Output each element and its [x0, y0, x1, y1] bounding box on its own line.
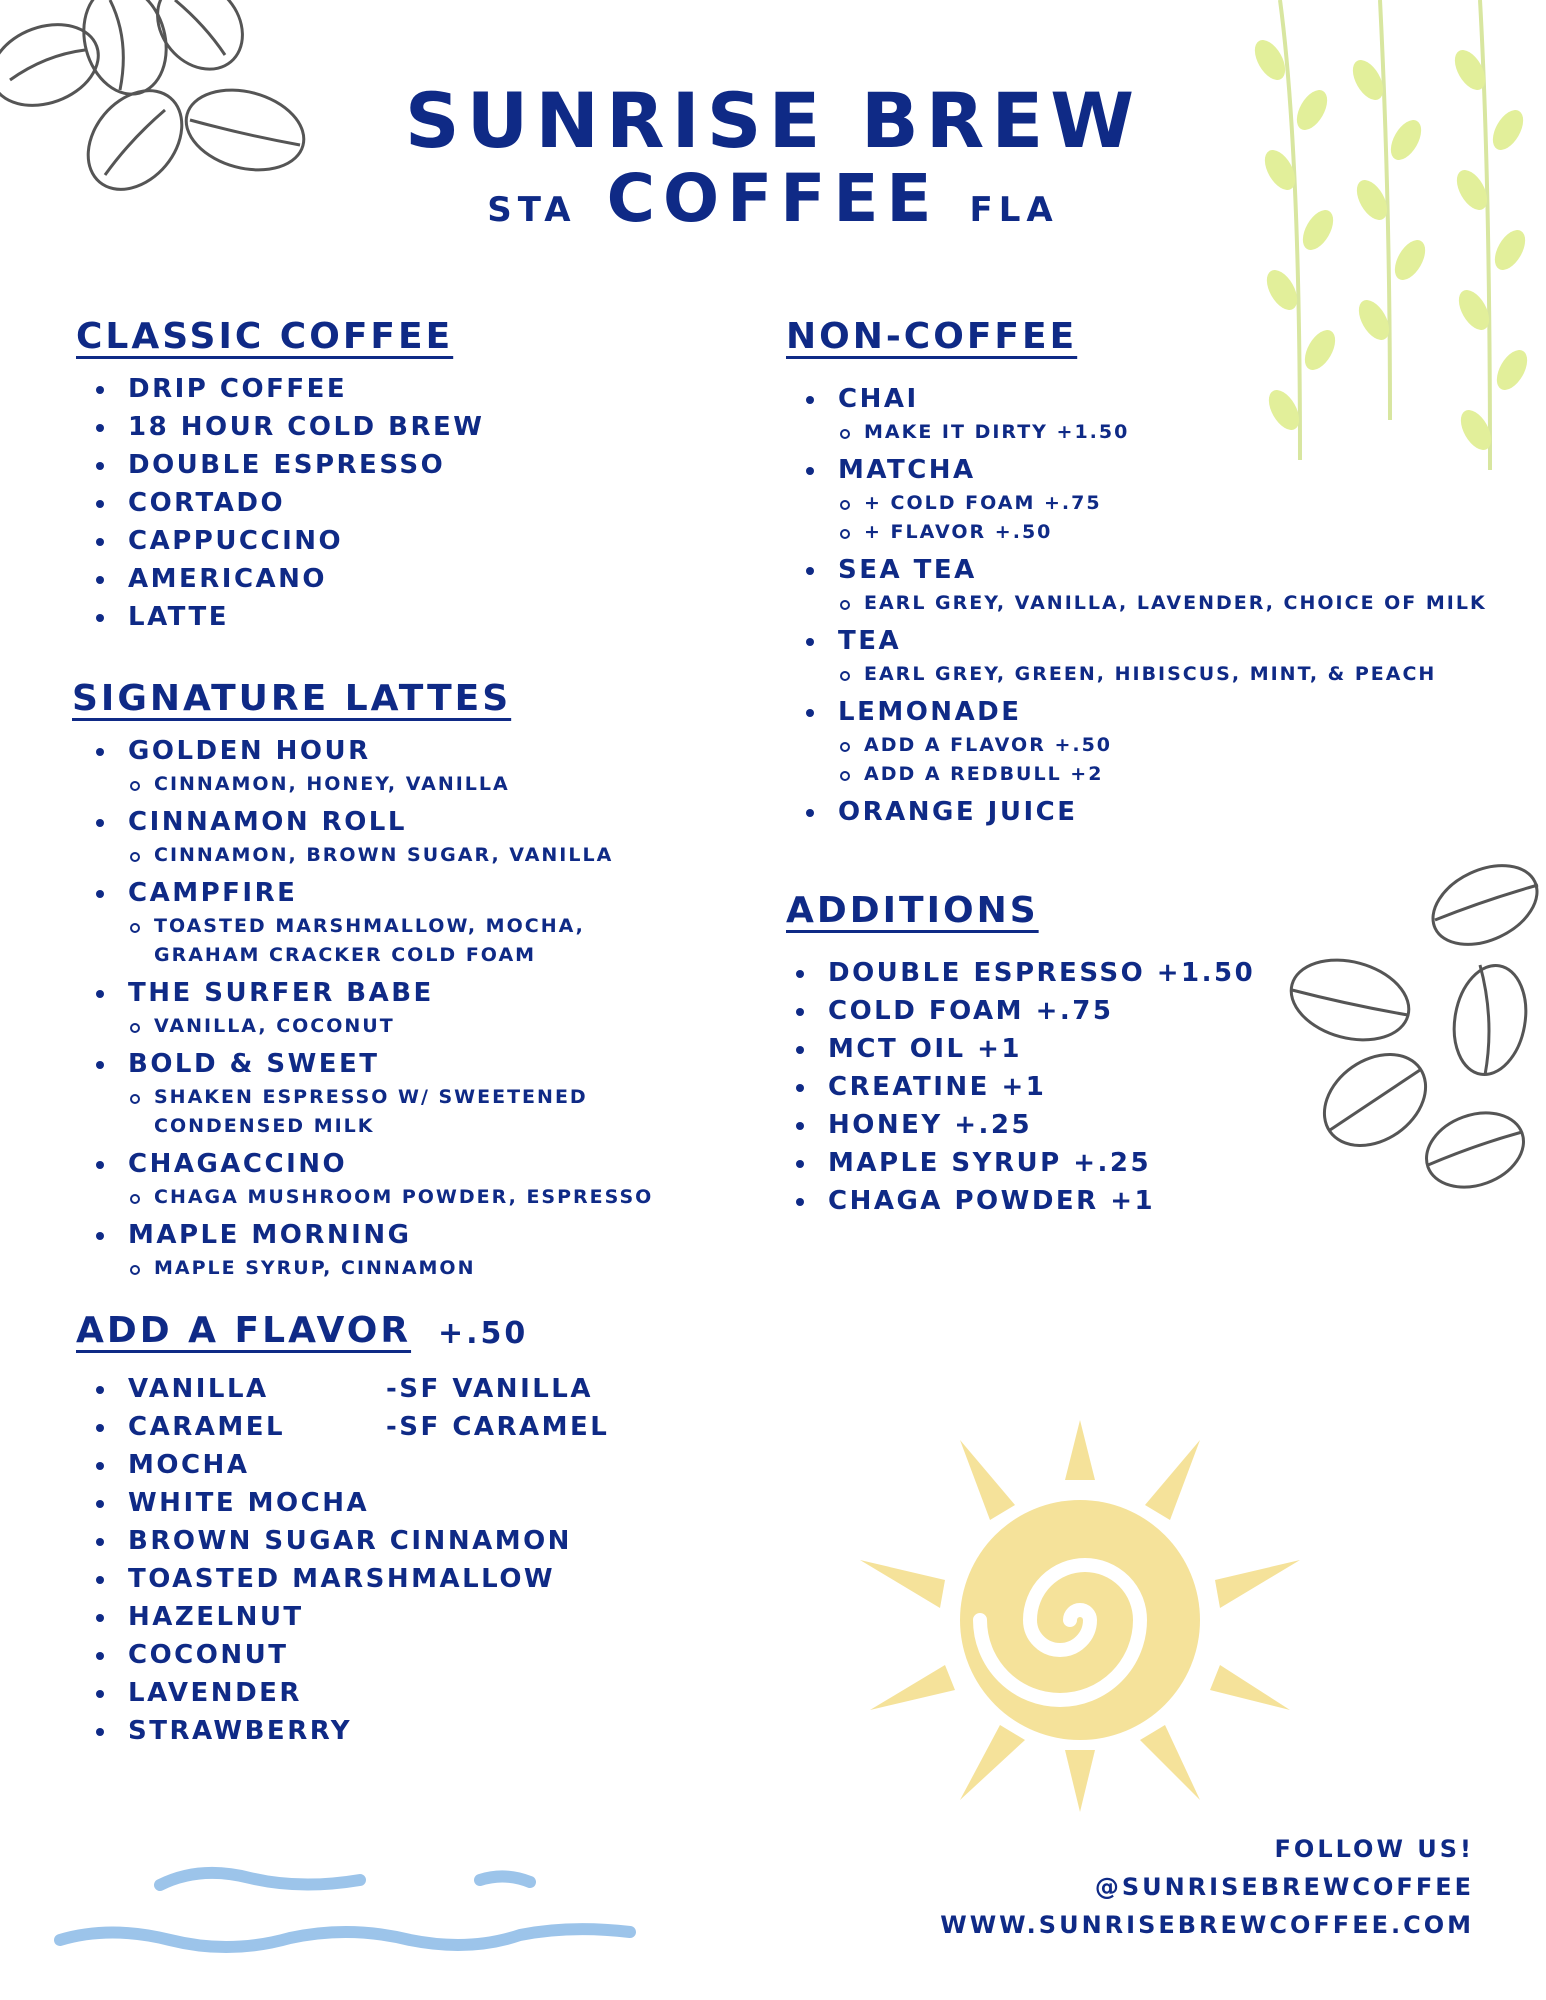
waves-illustration — [50, 1840, 650, 1970]
list-item: 18 HOUR COLD BREW — [76, 408, 484, 446]
item-name: BOLD & SWEET — [128, 1049, 380, 1079]
list-item: COLD FOAM +.75 — [776, 992, 1255, 1030]
list-item: MAPLE SYRUP +.25 — [776, 1144, 1255, 1182]
item-name: LEMONADE — [838, 697, 1022, 727]
coffee-beans-right-illustration — [1280, 850, 1546, 1210]
sub-item: EARL GREY, VANILLA, LAVENDER, CHOICE OF MILK — [838, 589, 1506, 618]
list-item: CHAGA POWDER +1 — [776, 1182, 1255, 1220]
sub-item: + COLD FOAM +.75 — [838, 489, 1506, 518]
sub-item: CINNAMON, BROWN SUGAR, VANILLA — [128, 841, 736, 870]
list-item — [786, 793, 1506, 831]
additions-heading: ADDITIONS — [786, 890, 1039, 931]
sub-item: SHAKEN ESPRESSO W/ SWEETENED CONDENSED MILK — [128, 1083, 728, 1141]
list-item — [76, 732, 736, 799]
list-item: DOUBLE ESPRESSO +1.50 — [776, 954, 1255, 992]
item-name: THE SURFER BABE — [128, 978, 434, 1008]
list-item: -SF CARAMEL — [386, 1412, 610, 1442]
list-item: CREATINE +1 — [776, 1068, 1255, 1106]
item-name: MAPLE MORNING — [128, 1220, 412, 1250]
item-name: ORANGE JUICE — [838, 797, 1078, 827]
list-item: LAVENDER — [76, 1674, 386, 1712]
sun-illustration — [840, 1380, 1320, 1820]
list-item: CORTADO — [76, 484, 484, 522]
signature-lattes-list — [76, 732, 736, 1287]
sub-item: ADD A FLAVOR +.50 — [838, 731, 1506, 760]
item-name: TEA — [838, 626, 902, 656]
list-item — [76, 974, 736, 1041]
follow-us-text: FOLLOW US! — [1274, 1835, 1474, 1863]
item-name: GOLDEN HOUR — [128, 736, 371, 766]
item-name: CINNAMON ROLL — [128, 807, 407, 837]
coffee-word: COFFEE — [606, 160, 940, 237]
list-item — [76, 1216, 736, 1283]
sub-item: CINNAMON, HONEY, VANILLA — [128, 770, 736, 799]
classic-coffee-list — [76, 370, 484, 636]
website-link[interactable]: WWW.SUNRISEBREWCOFFEE.COM — [940, 1911, 1474, 1939]
sub-item: CHAGA MUSHROOM POWDER, ESPRESSO — [128, 1183, 736, 1212]
list-item: COCONUT — [76, 1636, 386, 1674]
list-item — [76, 1045, 736, 1141]
brand-title: SUNRISE BREW — [404, 76, 1142, 165]
list-item: HAZELNUT — [76, 1598, 386, 1636]
list-item — [786, 451, 1506, 547]
footer — [940, 1830, 1474, 1944]
sub-item: ADD A REDBULL +2 — [838, 760, 1506, 789]
non-coffee-heading: NON-COFFEE — [786, 316, 1078, 357]
brand-subtitle — [0, 160, 1546, 237]
additions-list — [776, 954, 1255, 1220]
list-item: DOUBLE ESPRESSO — [76, 446, 484, 484]
list-item: BROWN SUGAR CINNAMON — [76, 1522, 386, 1560]
list-item — [786, 693, 1506, 789]
classic-coffee-heading: CLASSIC COFFEE — [76, 316, 454, 357]
list-item: LATTE — [76, 598, 484, 636]
list-item — [786, 622, 1506, 689]
sub-item: VANILLA, COCONUT — [128, 1012, 736, 1041]
list-item — [76, 803, 736, 870]
item-name: CHAI — [838, 384, 919, 414]
list-item: DRIP COFFEE — [76, 370, 484, 408]
social-handle-link[interactable]: @SUNRISEBREWCOFFEE — [1094, 1873, 1474, 1901]
sub-item: EARL GREY, GREEN, HIBISCUS, MINT, & PEACH — [838, 660, 1506, 689]
sub-item: TOASTED MARSHMALLOW, MOCHA, GRAHAM CRACKER COLD FOAM — [128, 912, 688, 970]
list-item: TOASTED MARSHMALLOW — [76, 1560, 386, 1598]
list-item — [76, 1145, 736, 1212]
list-item: WHITE MOCHA — [76, 1484, 386, 1522]
item-name: CAMPFIRE — [128, 878, 298, 908]
list-item: CARAMEL — [76, 1408, 386, 1446]
list-item: -SF VANILLA — [386, 1374, 593, 1404]
right-tag: FLA — [969, 190, 1059, 230]
sub-item: MAPLE SYRUP, CINNAMON — [128, 1254, 736, 1283]
item-name: SEA TEA — [838, 555, 977, 585]
add-a-flavor-price: +.50 — [438, 1316, 529, 1351]
list-item — [786, 380, 1506, 447]
list-item — [786, 551, 1506, 618]
list-item: STRAWBERRY — [76, 1712, 386, 1750]
list-item: VANILLA — [76, 1370, 386, 1408]
add-a-flavor-heading: ADD A FLAVOR — [76, 1310, 412, 1351]
sub-item: + FLAVOR +.50 — [838, 518, 1506, 547]
flavor-columns — [76, 1370, 646, 1750]
list-item: AMERICANO — [76, 560, 484, 598]
list-item: MOCHA — [76, 1446, 386, 1484]
list-item — [76, 874, 736, 970]
list-item: MCT OIL +1 — [776, 1030, 1255, 1068]
item-name: CHAGACCINO — [128, 1149, 348, 1179]
signature-lattes-heading: SIGNATURE LATTES — [72, 678, 512, 719]
sub-item: MAKE IT DIRTY +1.50 — [838, 418, 1506, 447]
list-item: CAPPUCCINO — [76, 522, 484, 560]
item-name: MATCHA — [838, 455, 976, 485]
left-tag: STA — [487, 190, 577, 230]
list-item: HONEY +.25 — [776, 1106, 1255, 1144]
non-coffee-list — [786, 380, 1506, 831]
